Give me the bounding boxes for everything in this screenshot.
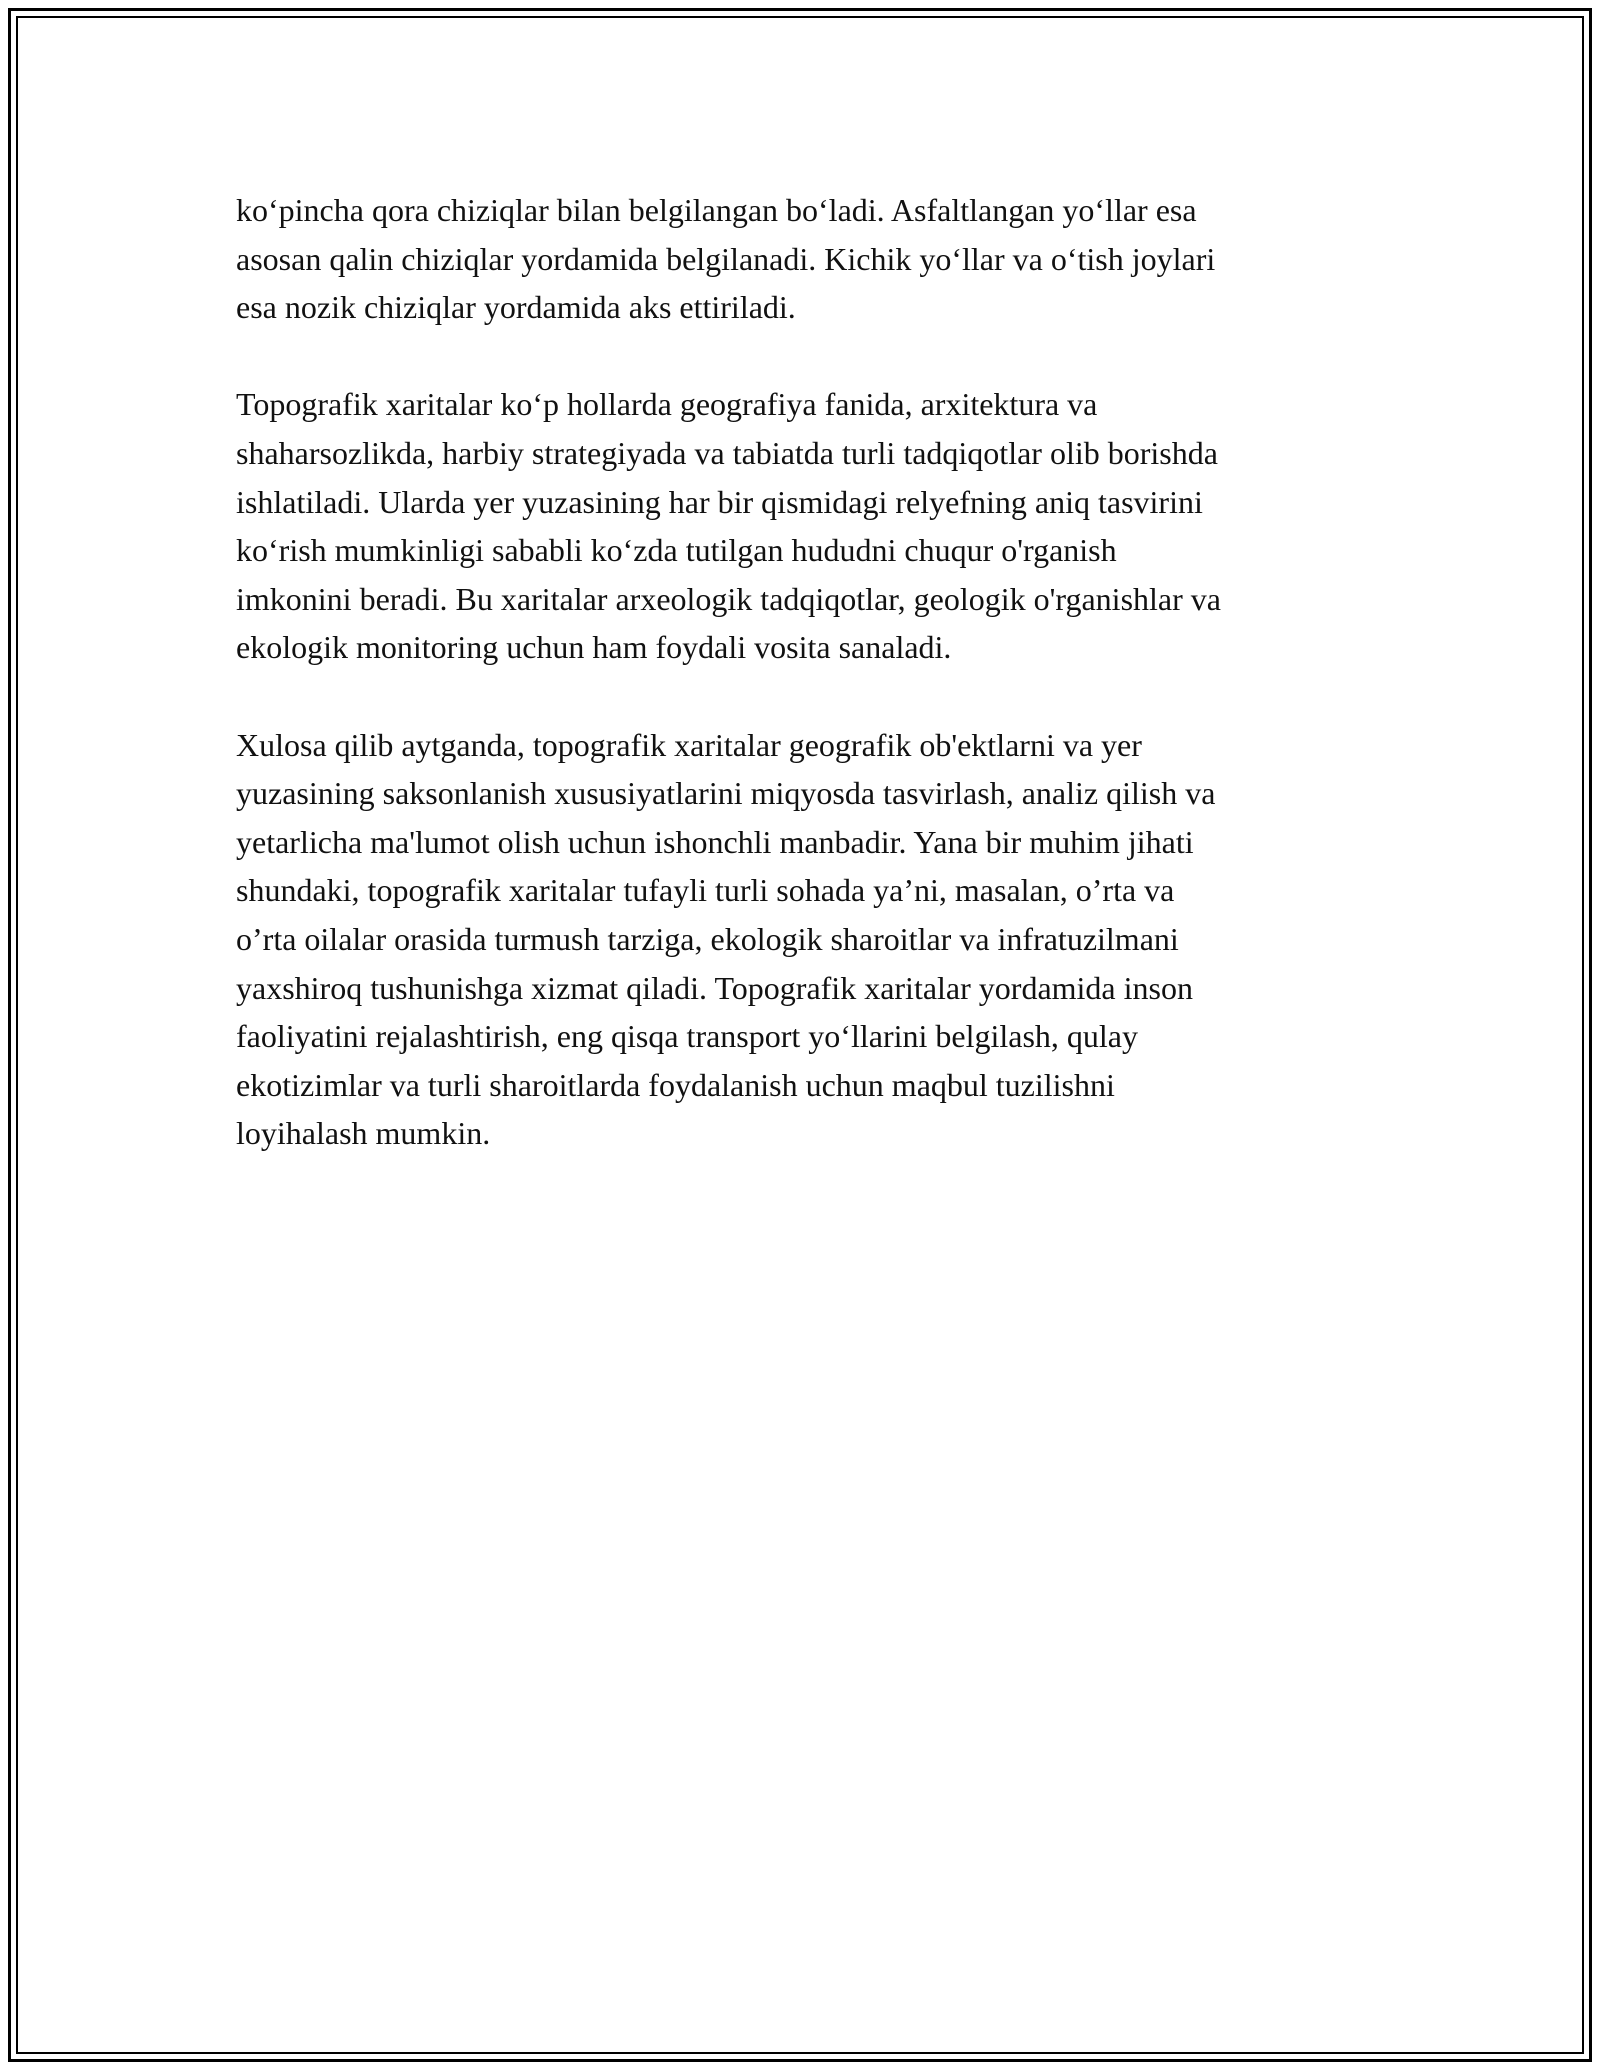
text-line: Topografik xaritalar ko‘p hollarda geografiya fanida, arxitektura va <box>236 386 1098 423</box>
text-line: imkonini beradi. Bu xaritalar arxeologik tadqiqotlar, geologik o'rganishlar va <box>236 580 1221 617</box>
text-line: shundaki, topografik xaritalar tufayli turli sohada ya’ni, masalan, o’rta va <box>236 872 1175 909</box>
paragraph-2 <box>236 380 1376 672</box>
text-line: ko‘rish mumkinligi sababli ko‘zda tutilgan hududni chuqur o'rganish <box>236 532 1117 569</box>
text-line: ishlatiladi. Ularda yer yuzasining har bir qismidagi relyefning aniq tasvirini <box>236 483 1203 520</box>
paragraph-3 <box>236 721 1376 1158</box>
text-line: faoliyatini rejalashtirish, eng qisqa transport yo‘llarini belgilash, qulay <box>236 1018 1138 1055</box>
text-line: ekologik monitoring uchun ham foydali vosita sanaladi. <box>236 629 952 666</box>
text-line: ekotizimlar va turli sharoitlarda foydalanish uchun maqbul tuzilishni <box>236 1066 1115 1103</box>
text-line: loyihalash mumkin. <box>236 1115 491 1152</box>
text-line: Xulosa qilib aytganda, topografik xaritalar geografik ob'ektlarni va yer <box>236 726 1142 763</box>
text-line: o’rta oilalar orasida turmush tarziga, ekologik sharoitlar va infratuzilmani <box>236 920 1179 957</box>
text-line: ko‘pincha qora chiziqlar bilan belgilangan bo‘ladi. Asfaltlangan yo‘llar esa <box>236 192 1197 228</box>
text-line: shaharsozlikda, harbiy strategiyada va tabiatda turli tadqiqotlar olib borishda <box>236 434 1218 471</box>
text-line: asosan qalin chiziqlar yordamida belgilanadi. Kichik yo‘llar va o‘tish joylari <box>236 240 1216 277</box>
document-body <box>236 186 1376 1206</box>
text-line: yaxshiroq tushunishga xizmat qiladi. Topografik xaritalar yordamida inson <box>236 969 1193 1006</box>
text-line: esa nozik chiziqlar yordamida aks ettiriladi. <box>236 289 796 326</box>
text-line: yuzasining saksonlanish xususiyatlarini miqyosda tasvirlash, analiz qilish va <box>236 775 1216 812</box>
text-line: yetarlicha ma'lumot olish uchun ishonchli manbadir. Yana bir muhim jihati <box>236 823 1194 860</box>
paragraph-1 <box>236 186 1376 332</box>
